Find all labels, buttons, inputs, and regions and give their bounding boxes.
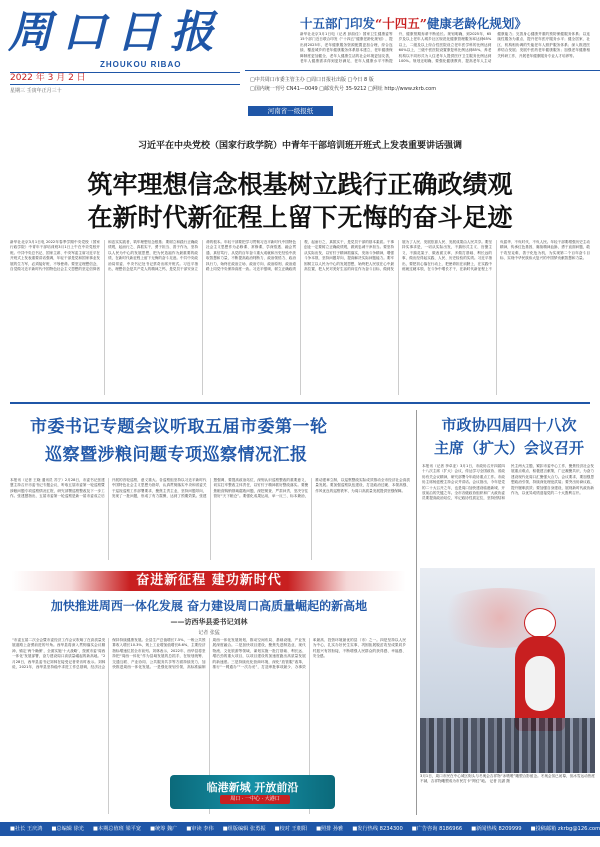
- story-2-headline-line-1[interactable]: 市委书记专题会议听取五届市委第一轮: [30, 417, 328, 437]
- photo-caption: 3月1日，周口市民在中心城区街头与冬奥会吉祥物“冰墩墩”雕塑合影留念。冬奥会虽已闭幕，但冰雪运动热度不减，吉祥物雕塑成为市民打卡“网红”地。 记者 沈湛 摄: [420, 774, 595, 784]
- lead-story-kicker: 习近平在中央党校（国家行政学院）中青年干部培训班开班式上发表重要讲话强调: [137, 141, 462, 151]
- section-banner-text: 奋进新征程 建功新时代: [136, 573, 282, 588]
- story-4-subtitle: ——访西华县委书记刘林: [170, 617, 248, 626]
- story-4-headline[interactable]: 加快推进周西一体化发展 奋力建设周口高质量崛起的新高地: [50, 599, 368, 613]
- top-story-headline[interactable]: [300, 14, 600, 32]
- publication-info-line-1: □中共周口市委主管主办 □周口日报社出版 □今日 8 版: [250, 77, 374, 83]
- story-2-headline-line-2[interactable]: 巡察暨涉粮问题专项巡察情况汇报: [45, 445, 308, 465]
- province-badge: 河南省一级报纸: [248, 106, 333, 116]
- footer-item: ■总编辑 徐光: [51, 826, 84, 832]
- issue-date: [10, 72, 240, 85]
- story-3-headline-line-1[interactable]: 市政协四届四十八次: [441, 416, 577, 434]
- advertisement-title: 临港新城 开放前沿: [206, 781, 299, 794]
- footer-item: ■组版编辑 张勇振: [222, 826, 266, 832]
- issue-date-text: 2022 年 3 月 2 日: [10, 73, 86, 83]
- newspaper-logo-english: ZHOUKOU RIBAO: [100, 60, 182, 69]
- footer-item: ■投稿邮箱 zkrbg@126.com: [530, 826, 600, 832]
- column-divider: [416, 410, 417, 815]
- news-photo[interactable]: [420, 568, 595, 773]
- footer-item: ■本期总值班 梁平宽: [93, 826, 142, 832]
- footer-credits: [0, 822, 600, 836]
- story-3-headline-line-2[interactable]: 主席（扩大）会议召开: [433, 439, 584, 457]
- footer-item: ■发行热线 8234300: [352, 826, 403, 832]
- top-story-body: 新华社北京3月1日电（记者 彭韵佳）国家卫生健康委等15个部门近日联合印发《“十四五”健康老龄化规划》，提出到2025年，老年健康服务资源配置更加合理，综合连续、覆盖城乡的老年健康服务体系基本建立，老年健康保障制度更加健全，老年人健康生活的社会环境更加友善，老年人健康需求得到更好满足，老年人健康水平不断提升，健康预期寿命不断延长。规划明确，到2025年，65岁及以上老年人城乡社区规范化健康管理服务率达到65%以上，二级及以上综合性医院设立老年医学科的比例达到60%以上，三级中医医院设置康复科比例达到85%，养老机构以不同形式为入住老年人提供医疗卫生服务比例达到100%。规划还明确，要强化健康教育，提高老年人主动健康能力；完善身心健康并重的预防保健服务体系；以连续性服务为重点，提升老年医疗服务水平；健全居家、社区、机构相协调的失能老年人照护服务体系；深入推进医养结合发展；发展中医药老年健康服务；加强老年健康相关科研工作，开展老年健康服务专业人才培养等。: [300, 32, 590, 64]
- photo-crowd: [420, 718, 595, 773]
- newspaper-logo: 周口日报: [8, 7, 224, 58]
- top-story-headline-quote: “十四五”: [375, 16, 427, 31]
- lead-story-body: 新华社北京3月1日电 2022年春季学期中央党校（国家行政学院）中青年干部培训班3月1日上午在中央党校开班。中共中央总书记、国家主席、中央军委主席习近平在开班式上发表重要讲话强调，年轻干部是党和国家事业发展的生力军，必须接好班、不辱使命。要坚定理想信念，自觉做习近平新时代中国特色社会主义思想的坚定信仰者和忠实实践者，筑牢理想信念根基；要树立和践行正确政绩观，起而行之、真抓实干，勇于担当、善于作为，坚持以人民为中心的发展思想，把为民造福作为最重要的政绩，在新时代新征程上留下无悔的奋斗足迹。中共中央政治局常委、中央书记处书记蔡奇出席开班式。习近平指出，理想信念是共产党人的精神之钙，是党员干部安身立命的根本。年轻干部要把学习贯彻习近平新时代中国特色社会主义思想作为必修课、常修课，学深悟透、融会贯通、真信笃行，从党的百年奋斗重大成就和历史经验中汲取智慧和力量，不断提高政治判断力、政治领悟力、政治执行力，始终在政治立场、政治方向、政治原则、政治道路上同党中央保持高度一致。习近平强调，树立正确政绩观，起而行之、真抓实干，是党员干部的基本素质。干事创业一定要树立正确政绩观，做到忠诚干净担当。要坚持从实际出发，以钉钉子精神抓落实，发扬斗争精神，增强斗争本领，坚持问题导向，提高解决实际问题能力。要牢固树立以人民为中心的发展思想，始终把人民放在心中最高位置，把人民对美好生活的向往作为奋斗目标，做到发展为了人民、发展依靠人民、发展成果由人民共享。要坚持实事求是，一切从实际出发，不搞形式主义、官僚主义，不搞花架子、做表面文章，多做打基础、利长远的事，做出经得起实践、人民、历史检验的实绩。习近平指出，要把初心落在行动上、把使命担在肩膀上，在实践中练就过硬本领，在斗争中增长才干，在新时代新征程上不负韶华、不负时代、不负人民。年轻干部要增强历史主动精神，传承红色基因，赓续精神血脉，勇于直面问题，敢于攻坚克难，善于化危为机，为实现第二个百年奋斗目标、实现中华民族伟大复兴的中国梦贡献智慧和力量。: [10, 240, 590, 272]
- publication-info: [250, 76, 600, 94]
- top-story-headline-post: 健康老龄化规划》: [426, 16, 527, 31]
- lead-story-headline-line-2[interactable]: 在新时代新征程上留下无悔的奋斗足迹: [87, 203, 513, 232]
- story-4-body: “市委五届二次全会暨市委经济工作会议吹响了在高质量发展道路上奋勇前进的号角。西华县将深入贯彻落实会议精神，锚定‘两个确保’，全面实施‘十大战略’，按照市委‘周西一体化’发展部署，奋力建设周口高质量崛起的新高地。”2月28日，西华县委书记刘林在接受记者采访时表示。刘林说，2021年，西华县坚持稳中求进工作总基调，经济社会保持持续健康发展。全县生产总值增长7.5%，一般公共预算收入增长10.3%，规上工业增加值增长8.6%，主要经济指标增速位居全市前列。刘林表示，2022年，西华县将坚持把“周西一体化”作为县域发展的总抓手，在规划统筹、交通互联、产业协同、公共服务共享等方面持续发力，加快推进周西一体化发展。一是强化规划引领，高标准编制周西一体化发展规划，推动空间布局、基础设施、产业发展深度融合。二是加快项目建设，聚焦先进制造业、现代物流、文化旅游等领域，谋划实施一批打基础、利长远、增后劲的重大项目，以项目建设的加速度跑出高质量发展的新速度。三是持续优化营商环境，深化“放管服”改革，推行“一网通办”“一次办妥”，打造审批事项最少、办事效率最高、投资环境最优的县（市）之一。四是坚持以人民为中心，扎实办好民生实事，巩固拓展脱贫攻坚成果同乡村振兴有效衔接，不断增强人民群众的获得感、幸福感、安全感。: [12, 638, 406, 670]
- masthead-divider: [245, 70, 600, 71]
- story-4-byline: 记者 张猛: [198, 630, 220, 636]
- issue-weekday: 星期三 壬寅年正月三十: [10, 88, 62, 94]
- lead-story-divider: [10, 402, 590, 404]
- footer-item: ■社长 王庆鸿: [10, 826, 43, 832]
- top-story-headline-pre: 十五部门印发: [300, 16, 376, 31]
- mascot-belly: [525, 656, 555, 711]
- publication-info-line-2: □国内统一刊号 CN41—0049 □邮发代号 35-9212 □网址 http://www.zkrb.com: [250, 86, 437, 92]
- footer-item: ■照排 孙雅: [316, 826, 344, 832]
- story-3-body: 本报讯（记者 李卓亚）3月1日，市政协召开四届四十八次主席（扩大）会议，传达学习全国政协、省政协有关会议精神，研究部署今年政协重点工作。市政协主席杨廷俊主持会议并讲话。会议指出，今年是党的二十大召开之年，也是周口加快建设临港新城、开放前沿的关键之年。全市各级政协组织和广大政协委员要提高政治站位，牢记政协性质定位，坚持团结和民主两大主题，紧扣市委中心工作，聚焦经济社会发展重点难点，积极建言献策，广泛凝聚共识，为奋力建设现代化周口汇聚强大合力。会议要求，要加强思想政治引领，持续深化理论武装；要突出协商议政，提升履职质效；要加强自身建设，展现新时代政协新作为，以优异成绩迎接党的二十大胜利召开。: [422, 464, 594, 501]
- lead-story-headline-line-1[interactable]: 筑牢理想信念根基树立践行正确政绩观: [87, 170, 513, 199]
- advertisement-subtitle: 周口 · 一中心 · 大港口: [220, 795, 290, 804]
- footer-item: ■广告咨询 8186966: [411, 826, 463, 832]
- footer-item: ■新闻热线 8209999: [471, 826, 522, 832]
- footer-item: ■审读 李伟: [186, 826, 214, 832]
- story-2-body: 本报讯（记者 王晓 通讯员 苏宁）2月28日，市委书记张建慧主持召开市委书记专题会议，听取五届市委第一轮巡察暨涉粮问题专项巡察情况汇报，研究部署巡察整改及下一步工作。张建慧指出，五届市委第一轮巡察是新一届市委成立后开展的首轮巡察，意义重大。各巡察组坚持以习近平新时代中国特色社会主义思想为指导，认真贯彻落实中央和省委关于巡视巡察工作部署要求，聚焦主责主业，坚持问题导向，发现了一批问题，形成了有力震慑，达到了预期效果。张建慧强调，要提高政治站位，深刻认识巡察整改的重要意义，切实扛牢整改主体责任，以钉钉子精神抓好整改落实。要聚焦粮食购销领域腐败问题，深挖彻查、严肃问责，坚决守住管好“天下粮仓”。要强化成果运用，举一反三、标本兼治，推动建章立制，以巡察整改实际成效推动全市经济社会高质量发展。要加强巡察队伍建设，打造政治过硬、本领高强、作风优良的巡察铁军，为周口高质量发展提供坚强保障。: [10, 478, 410, 499]
- footer-item: ■统筹 魏广: [150, 826, 178, 832]
- mascot-head: [524, 608, 556, 638]
- footer-item: ■校对 王朝阳: [274, 826, 308, 832]
